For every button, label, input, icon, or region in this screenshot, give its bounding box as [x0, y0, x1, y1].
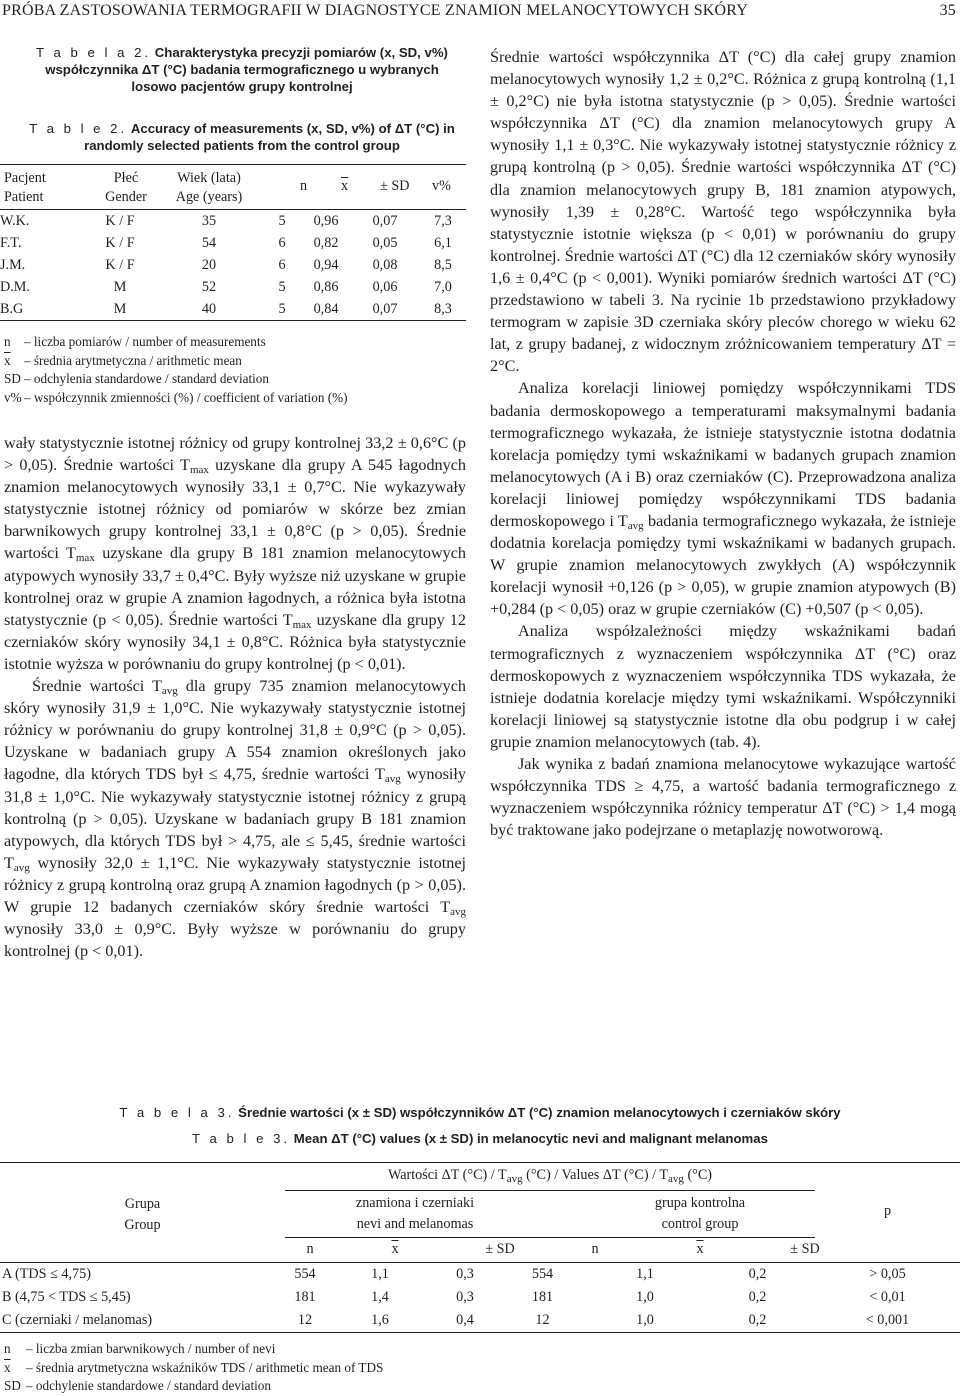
table-cell: 1,0 — [636, 1312, 654, 1328]
legend-symbol: n — [4, 1341, 11, 1356]
table-cell: 181 — [294, 1289, 316, 1305]
table-cell: 1,1 — [371, 1266, 389, 1282]
table-cell: 0,4 — [456, 1312, 474, 1328]
left-column-text — [4, 432, 466, 962]
legend-symbol: SD — [4, 1378, 21, 1393]
table-cell: > 0,05 — [869, 1266, 906, 1282]
header-cv: v% — [432, 178, 451, 194]
table-cell: 0,96 — [313, 212, 339, 229]
table-cell: 6 — [278, 256, 286, 273]
table-cell: K / F — [105, 212, 135, 229]
table-cell: 554 — [294, 1266, 316, 1282]
table-cell: 1,1 — [636, 1266, 654, 1282]
table3-legend — [4, 1340, 604, 1396]
legend-item — [4, 352, 464, 371]
header-patient: Pacjent Patient — [4, 170, 46, 205]
table2-legend — [4, 333, 464, 407]
legend-symbol: $\overline{x}$ — [4, 1359, 11, 1375]
table-cell: 0,2 — [748, 1312, 767, 1328]
table-cell: 40 — [201, 300, 217, 317]
table2-top-rule — [0, 164, 466, 165]
table-cell: 0,3 — [456, 1289, 474, 1305]
table-cell: 554 — [531, 1266, 554, 1282]
right-paragraph-1: Średnie wartości współczynnika ΔT (°C) dla całej grupy znamion melanocytowych wynosiły 1,2 ± 0,2°C. Różnica z grupą kontrolną (1,1 ± 0,2°C) nie była istotna statystycznie (p > 0,05). Średnie wartości współczynnika ΔT (°C) dla znamion melanocytowych grupy A wynosiły 1,1 ± 0,3°C. Nie wykazywały istotnej statystycznie różnicy z grupą kontrolną (p > 0,05). Średnie wartości współczynnika ΔT (°C) dla znamion melanocytowych grupy B, 181 znamion atypowych, wynosiły 1,39 ± 0,28°C. Wartość tego współczynnika była statystycznie istotnie większa (p < 0,01) w porównaniu do grupy kontrolnej. Średnie wartości ΔT (°C) dla 12 czerniaków skóry wynosiły 1,6 ± 0,4°C (p < 0,001). Wyniki pomiarów średnich wartości ΔT (°C) przedstawiono w tabeli 3. Na rycinie 1b przedstawiono przykładowy termogram w zapisie 3D czerniaka skóry pleców chorego w wieku 62 lat, z grupy badanej, z widocznym zróżnicowaniem temperatury ΔT = 2°C. — [490, 48, 956, 376]
right-paragraph-3: Analiza współzależności między wskaźnikami badań termograficznych z wyznaczeniem współczynnika ΔT (°C) oraz dermoskopowych z wyznaczeniem współczynnika TDS wykazała, że istnieje dodatnia korelacje między tymi wskaźnikami. Współczynniki korelacji liniowej są statystycznie istotne dla obu podgrup i w całej grupie znamion melanocytowych (tab. 4). — [490, 622, 956, 751]
legend-item — [4, 370, 464, 389]
legend-item — [4, 1377, 604, 1396]
table-cell: 0,3 — [456, 1266, 474, 1282]
table-row — [0, 210, 466, 232]
page-number: 35 — [939, 2, 956, 19]
table-cell: 0,07 — [372, 212, 398, 229]
running-title: PRÓBA ZASTOSOWANIA TERMOGRAFII W DIAGNOSTYCE ZNAMION MELANOCYTOWYCH SKÓRY — [2, 2, 749, 19]
table-cell: 12 — [535, 1312, 550, 1328]
table-cell: 5 — [278, 278, 286, 295]
table-row — [0, 1309, 960, 1332]
table-cell: 6 — [278, 234, 286, 251]
table-row — [0, 232, 466, 254]
table-cell: 12 — [297, 1312, 313, 1328]
header-p: p — [883, 1203, 892, 1219]
table3-subheader: n $\overline{x}$ ± SD n $\overline{x}$ ± SD — [306, 1241, 820, 1257]
table-cell: 7,3 — [434, 212, 452, 229]
left-paragraph-1: wały statystycznie istotnej różnicy od grupy kontrolnej 33,2 ± 0,6°C (p > 0,05). Średnie wartości $T_{max}$ uzyskane dla grupy A 545 łagodnych znamion melanocytowych wynosiły 33,1 ± 0,7°C. Nie wykazywały statystycznie istotnej różnicy od pomiarów w skórze bez zmian barwnikowych grupy kontrolnej 33,1 ± 0,8°C (p > 0,05). Średnie wartości $T_{max}$ uzyskane dla grupy B 181 znamion melanocytowych atypowych wynosiły 33,7 ± 0,4°C. Były wyższe niż uzyskane w grupie kontrolnej oraz w grupie A znamion łagodnych, a różnica była istotna statystycznie (p < 0,05). Średnie wartości $T_{max}$ uzyskane dla grupy 12 czerniaków skóry wynosiły 34,1 ± 0,8°C. Różnica była statystycznie istotnie wyższa w porównaniu do grupy kontrolnej (p < 0,01). — [4, 434, 467, 673]
left-paragraph-2: Średnie wartości $T_{avg}$ dla grupy 735 znamion melanocytowych skóry wynosiły 31,9 ± 1,0°C. Nie wykazywały statystycznie istotnej różnicy w porównaniu do grupy kontrolnej 31,8 ± 0,9°C (p > 0,05). Uzyskane w badaniach grupy A 554 znamion określonych jako łagodne, dla których TDS był ≤ 4,75, średnie wartości $T_{avg}$ wynosiły 31,8 ± 1,0°C. Nie wykazywały statystycznie istotnej różnicy z grupą kontrolną (p > 0,05). Uzyskane w badaniach grupy B 181 znamion atypowych, dla których TDS był > 4,75, ale ≤ 5,45, średnie wartości $T_{avg}$ wynosiły 32,0 ± 1,1°C. Nie wykazywały statystycznie istotnej różnicy z grupą kontrolną oraz grupą A znamion łagodnych (p > 0,05). W grupie 12 badanych czerniaków skóry średnie wartości $T_{avg}$ wynosiły 33,0 ± 0,9°C. Były wyższe w porównaniu do grupy kontrolnej (p < 0,01). — [4, 677, 466, 961]
table3-subgroup-rule — [285, 1237, 815, 1238]
table-cell: W.K. — [0, 212, 30, 229]
table-row — [0, 254, 466, 276]
right-paragraph-4: Jak wynika z badań znamiona melanocytowe wykazujące wartość współczynnika TDS ≥ 4,75, a wartość badania termograficznego z wyznaczeniem współczynnika różnicy temperatur ΔT (°C) > 1,4 mogą być traktowane jako podejrzane o metaplazję nowotworową. — [490, 755, 956, 840]
table-cell: 181 — [531, 1289, 554, 1305]
table-cell: 1,0 — [636, 1289, 654, 1305]
table-row — [0, 1263, 960, 1286]
table-cell: 0,07 — [372, 300, 398, 317]
table-cell: 20 — [201, 256, 217, 273]
table-cell: < 0,001 — [865, 1312, 910, 1328]
legend-symbol: $\overline{x}$ — [4, 352, 11, 368]
header-n: n — [300, 178, 308, 194]
table-cell: 5 — [278, 212, 286, 229]
legend-symbol: v% — [4, 389, 22, 405]
table-cell: M — [113, 300, 127, 317]
table-cell: < 0,01 — [869, 1289, 906, 1305]
legend-text: – odchylenia standardowe / standard deviation — [24, 371, 269, 386]
table-cell: 0,05 — [372, 234, 398, 251]
table-cell: 35 — [201, 212, 217, 229]
table-cell: 0,94 — [313, 256, 339, 273]
table-cell: 0,84 — [313, 300, 339, 317]
table-cell: 8,3 — [434, 300, 452, 317]
legend-text: – współczynnik zmienności (%) / coefficient of variation (%) — [24, 389, 348, 405]
table2-caption-en: T a b l e 2. Accuracy of measurements (x, SD, v%) of ΔT (°C) in randomly selected patients from the control group — [29, 121, 455, 153]
legend-symbol: SD — [4, 371, 21, 386]
table3-top-rule — [0, 1162, 960, 1163]
table-cell: 0,82 — [313, 234, 339, 251]
table-cell: B.G — [0, 300, 24, 317]
table-cell: 5 — [278, 300, 286, 317]
table-cell: 0,08 — [372, 256, 398, 273]
header-control: grupa kontrolna control group — [654, 1195, 746, 1232]
table2-body — [0, 210, 466, 320]
running-header — [0, 2, 960, 26]
table3-caption-en: T a b l e 3. Mean ΔT (°C) values (x ± SD) in melanocytic nevi and malignant melanomas — [192, 1131, 768, 1146]
legend-item — [4, 389, 464, 408]
table3-caption-pl: T a b e l a 3. Średnie wartości (x ± SD) współczynników ΔT (°C) znamion melanocytowych i czerniaków skóry — [119, 1105, 841, 1120]
header-mean: $\overline{x}$ — [341, 178, 349, 194]
header-sd: ± SD — [380, 178, 410, 194]
table3-bottom-rule — [0, 1332, 960, 1333]
header-group: Grupa Group — [124, 1196, 161, 1233]
right-paragraph-2: Analiza korelacji liniowej pomiędzy współczynnikami TDS badania dermoskopowego a temperaturami maksymalnymi badania termograficznego wykazała, że istnieje statystycznie istotna dodatnia korelacja pomiędzy tymi wskaźnikami w badanych grupach znamion melanocytowych (A i B) oraz czerniaków (C). Przeprowadzona analiza korelacji liniowej pomiędzy współczynnikami TDS badania dermoskopowego i $T_{avg}$ badania termograficznego wykazała, że istnieje dodatnia korelacja pomiędzy tymi wskaźnikami w badanych grupach. W grupie znamion melanocytowych zwykłych (A) współczynnik korelacji wynosił +0,126 (p > 0,05), w grupie znamion atypowych (B) +0,284 (p < 0,05) oraz w grupie czerniaków (C) +0,507 (p < 0,05). — [490, 379, 956, 619]
legend-text: – średnia arytmetyczna / arithmetic mean — [24, 352, 242, 368]
table3-body — [0, 1263, 960, 1332]
header-values-title: Wartości ΔT $(^\circ C) / T_{avg}$ (°C) / Values ΔT $(^\circ C) / T_{avg}$ (°C) — [387, 1167, 713, 1185]
legend-text: – liczba zmian barwnikowych / number of nevi — [26, 1341, 276, 1356]
header-age: Wiek (lata) Age (years) — [175, 170, 243, 205]
legend-text: – odchylenie standardowe / standard deviation — [26, 1378, 271, 1393]
table-cell: 7,0 — [434, 278, 452, 295]
table-cell: D.M. — [0, 278, 30, 295]
table-cell: M — [113, 278, 127, 295]
table-cell: 0,2 — [748, 1266, 767, 1282]
legend-text: – średnia arytmetyczna wskaźników TDS / arithmetic mean of TDS — [26, 1359, 384, 1375]
table-row — [0, 276, 466, 298]
table-cell: 1,6 — [371, 1312, 389, 1328]
table-cell: K / F — [105, 234, 135, 251]
table-row — [0, 298, 466, 320]
header-gender: Płeć Gender — [105, 170, 147, 205]
table-cell: 52 — [201, 278, 217, 295]
table-cell: 54 — [201, 234, 217, 251]
legend-text: – liczba pomiarów / number of measurements — [24, 334, 266, 349]
table-cell: 6,1 — [434, 234, 452, 251]
legend-item — [4, 333, 464, 352]
table2-caption-pl: T a b e l a 2. Charakterystyka precyzji pomiarów (x, SD, v%) współczynnika ΔT (°C) badania termograficznego u wybranych losowo pacjentów grupy kontrolnej — [36, 45, 448, 94]
table-cell: 1,4 — [371, 1289, 389, 1305]
table-cell: C (czerniaki / melanomas) — [2, 1312, 153, 1328]
table3-group-rule — [285, 1190, 815, 1191]
table-cell: 0,86 — [313, 278, 339, 295]
table-cell: B (4,75 < TDS ≤ 5,45) — [2, 1289, 131, 1305]
table-cell: 0,2 — [748, 1289, 767, 1305]
table-cell: A (TDS ≤ 4,75) — [2, 1266, 91, 1282]
legend-symbol: n — [4, 334, 11, 349]
table-cell: K / F — [105, 256, 135, 273]
table-cell: J.M. — [0, 256, 26, 273]
table2-header — [0, 167, 466, 207]
right-column-text — [490, 46, 956, 841]
header-nevi: znamiona i czerniaki nevi and melanomas — [355, 1195, 475, 1232]
legend-item — [4, 1340, 604, 1359]
table-cell: 8,5 — [434, 256, 452, 273]
table-row — [0, 1286, 960, 1309]
table-cell: F.T. — [0, 234, 22, 251]
table2-bottom-rule — [0, 320, 466, 321]
table-cell: 0,06 — [372, 278, 398, 295]
legend-item — [4, 1359, 604, 1378]
